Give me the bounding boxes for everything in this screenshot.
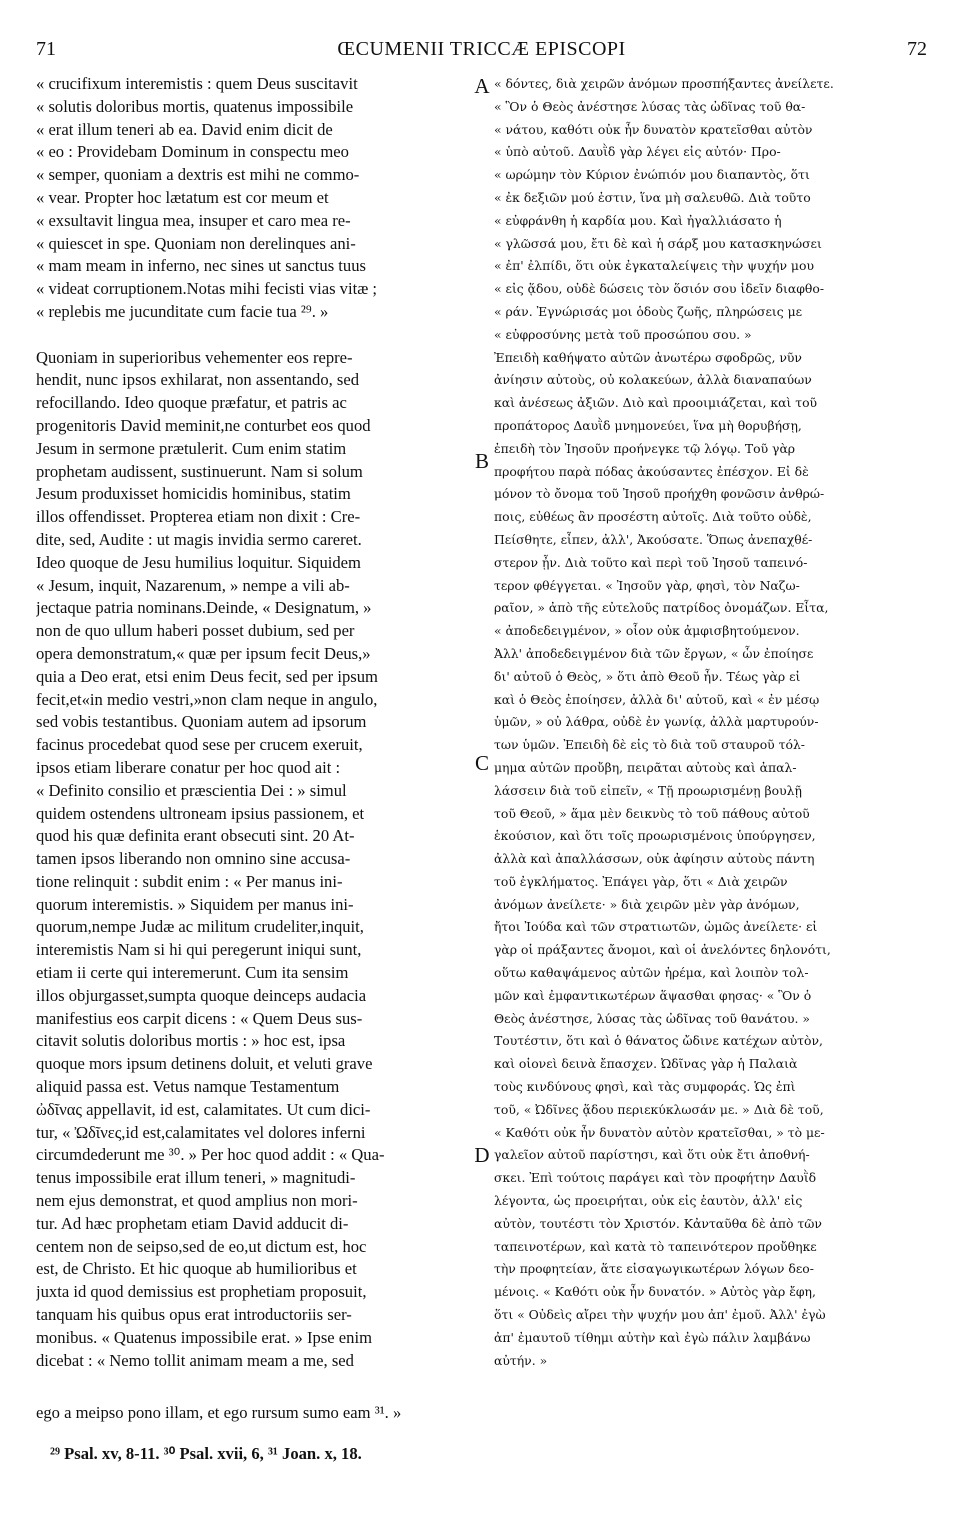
text-line: circumdederunt me ³⁰. » Per hoc quod addit : « Qua- — [36, 1145, 385, 1165]
text-line: γὰρ οἱ πράξαντες ἄνομοι, καὶ οἱ ἀνελόντες δηλονότι, — [494, 942, 831, 958]
text-line: ὠδῖνας appellavit, id est, calamitates. Ut cum dici- — [36, 1099, 371, 1119]
text-line: quoque mors ipsum detinens doluit, et veluti grave — [36, 1054, 373, 1074]
text-line: « δόντες, διὰ χειρῶν ἀνόμων προσπήξαντες ἀνείλετε. — [494, 76, 834, 91]
text-line: facinus procedebat quod sese per crucem exeruit, — [36, 735, 363, 755]
text-line: tanquam his quibus opus erat introductoriis ser- — [36, 1305, 352, 1325]
latin-commentary-block — [36, 347, 470, 1373]
text-line: μημα αὐτῶν προὔβη, πειρᾶται αὐτοὺς καὶ ἀπαλ- — [494, 759, 797, 775]
text-line: δι' αὐτοῦ ὁ Θεὸς, » ὅτι ἀπὸ Θεοῦ ἦν. Τέως γὰρ εἰ — [494, 668, 801, 684]
text-line: centem non de seipso,sed de eo,ut dictum est, hoc — [36, 1236, 367, 1256]
text-line: opera demonstratum,« quæ per ipsum fecit Deus,» — [36, 643, 371, 663]
latin-quotation-block — [36, 73, 470, 324]
text-line: prophetam audissent, sustinuerunt. Nam si solum — [36, 461, 363, 481]
text-line: ἀνόμων ἀνείλετε· » διὰ χειρῶν μὲν γὰρ ἀνόμων, — [494, 896, 800, 912]
text-line: « Definito consilio et præscientia Dei : » simul — [36, 780, 347, 800]
section-marker-d: D — [474, 1143, 490, 1167]
text-line: στερον ᾖν. Διὰ τοῦτο καὶ περὶ τοῦ Ἰησοῦ ταπεινό- — [494, 554, 808, 570]
text-line: « quiescet in spe. Quoniam non derelinques ani- — [36, 233, 356, 253]
text-line: Πείσθητε, εἶπεν, ἀλλ', Ἀκούσατε. Ὅπως ἀνεπαχθέ- — [494, 531, 813, 547]
text-line: « ἐκ δεξιῶν μού ἐστιν, ἵνα μὴ σαλευθῶ. Διὰ τοῦτο — [494, 189, 811, 205]
text-line: ἀνίησιν αὐτοὺς, οὐ κολακεύων, ἀλλὰ διαναπαύων — [494, 372, 812, 388]
text-line: ἀπ' ἐμαυτοῦ τίθημι αὐτὴν καὶ ἐγὼ πάλιν λαμβάνω — [494, 1329, 811, 1345]
text-line: τὴν προφητείαν, ἅτε εἰσαγωγικωτέρων λόγων δεο- — [494, 1261, 814, 1277]
text-line: « crucifixum interemistis : quem Deus suscitavit — [36, 74, 358, 93]
text-line: tur. Ad hæc prophetam etiam David adducit di- — [36, 1213, 349, 1233]
text-line: tione relinquit : subdit enim : « Per manus ini- — [36, 871, 343, 891]
text-line: σκει. Ἐπὶ τούτοις παράγει καὶ τὸν προφήτην Δαυῒδ — [494, 1170, 817, 1186]
text-line: « exsultavit lingua mea, insuper et caro mea re- — [36, 210, 351, 230]
text-line: ἤτοι Ἰούδα καὶ τῶν στρατιωτῶν, ὠμῶς ἀνείλετε· εἰ — [494, 919, 818, 935]
text-line: ὑμῶν, » οὐ λάθρα, οὐδὲ ἐν γωνίᾳ, ἀλλὰ μαρτυρούν- — [494, 714, 819, 730]
text-line: « ράν. Ἐγνώρισάς μοι ὁδοὺς ζωῆς, πληρώσεις με — [494, 303, 803, 319]
text-line: ὅτι « Οὐδεὶς αἴρει τὴν ψυχήν μου ἀπ' ἐμοῦ. Ἀλλ' ἐγὼ — [494, 1307, 826, 1323]
text-line: λάσσειν διὰ τοῦ εἰπεῖν, « Τῇ προωρισμένῃ βουλῇ — [494, 782, 802, 798]
text-line: ipsos etiam liberare conatur per hoc quod ait : — [36, 757, 341, 777]
text-line: « replebis me jucunditate cum facie tua ²⁹. » — [36, 301, 329, 321]
text-line: est, de Christo. Et hic quoque ab humilioribus et — [36, 1259, 357, 1279]
text-line: αὐτὸν, τουτέστι τὸν Χριστόν. Κἀνταῦθα δὲ ἀπὸ τῶν — [494, 1215, 822, 1231]
text-line: ἐπειδὴ τὸν Ἰησοῦν προήνεγκε τῷ λόγῳ. Τοῦ γὰρ — [494, 440, 796, 456]
text-line: « Jesum, inquit, Nazarenum, » nempe a vili ab- — [36, 575, 350, 595]
text-line: λέγοντα, ὡς προειρήται, οὐκ εἰς ἑαυτὸν, ἀλλ' εἰς — [494, 1193, 803, 1209]
text-line: Ἀλλ' ἀποδεδειγμένον διὰ τῶν ἔργων, « ὧν ἐποίησε — [494, 645, 814, 661]
text-line: quorum,nempe Judæ ac militum crudeliter,inquit, — [36, 917, 364, 937]
text-line: τοῦ Θεοῦ, » ἅμα μὲν δεικνὺς τὸ τοῦ πάθους αὐτοῦ — [494, 805, 810, 821]
text-line: ποις, εὐθέως ἂν προσέστη αὐτοῖς. Διὰ τοῦτο οὐδὲ, — [494, 509, 812, 525]
text-line: ταπεινοτέρων, καὶ κατὰ τὸ ταπεινότερον προὔθηκε — [494, 1238, 817, 1254]
text-line: προπάτορος Δαυῒδ μνημονεύει, ἵνα μὴ θορυβήσῃ, — [494, 417, 802, 433]
text-line: καὶ οἱονεὶ δεινὰ ἔπασχεν. Ὠδῖνας γὰρ ἡ Παλαιὰ — [494, 1056, 798, 1072]
text-line: μόνον τὸ ὄνομα τοῦ Ἰησοῦ προήχθη φονῶσιν ἀνθρώ- — [494, 486, 825, 502]
text-line: manifestius eos carpit dicens : « Quem Deus sus- — [36, 1008, 363, 1028]
text-line: jectaque patria nominans.Deinde, « Designatum, » — [36, 598, 372, 618]
text-line: juxta id quod demissius est prophetiam proposuit, — [36, 1282, 367, 1302]
text-line: quod his quæ definita erant obsecuti sint. 20 At- — [36, 826, 355, 846]
latin-final-line: ego a meipso pono illam, et ego rursum sumo eam ³¹. » — [36, 1403, 402, 1422]
text-line: αὐτήν. » — [494, 1352, 548, 1368]
text-line: Τουτέστιν, ὅτι καὶ ὁ θάνατος ὤδινε κατέχων αὐτὸν, — [494, 1033, 823, 1049]
text-line: τοῦ, « Ὠδῖνες ᾅδου περιεκύκλωσάν με. » Διὰ δὲ τοῦ, — [494, 1101, 824, 1117]
text-line: fecit,et«in medio vestri,»non clam neque in angulo, — [36, 689, 378, 709]
text-line: « vear. Propter hoc lætatum est cor meum et — [36, 187, 329, 207]
text-line: refocillando. Ideo quoque præfatur, et patris ac — [36, 393, 347, 413]
text-line: μῶν καὶ ἐμφαντικωτέρων ἅψασθαι φησας· « Ὃν ὁ — [494, 987, 812, 1003]
text-line: illos objurgasset,sumpta quoque deinceps audacia — [36, 985, 367, 1005]
greek-text-block — [494, 73, 930, 1372]
text-line: τερον φθέγγεται. « Ἰησοῦν γὰρ, φησὶ, τὸν Ναζω- — [494, 577, 800, 593]
text-line: quorum interemistis. » Siquidem per manus ini- — [36, 894, 354, 914]
page-number-left: 71 — [36, 38, 56, 60]
text-line: τοὺς κινδύνους φησὶ, καὶ τὰς συμφοράς. Ὡς ἐπὶ — [494, 1079, 796, 1095]
text-line: ἑκούσιον, καὶ ὅτι τοῖς προωρισμένοις ὑπούργησεν, — [494, 828, 816, 844]
text-line: Θεὸς ἀνέστησε, λύσας τὰς ὠδῖνας τοῦ θανάτου. » — [494, 1010, 810, 1026]
text-line: ραῖον, » ἀπὸ τῆς εὐτελοῦς πατρίδος ὀνομάζων. Εἶτα, — [494, 600, 829, 616]
running-header — [36, 38, 927, 66]
section-marker-a: A — [474, 74, 490, 98]
text-line: « Ὃν ὁ Θεὸς ἀνέστησε λύσας τὰς ὠδῖνας τοῦ θα- — [494, 98, 806, 114]
text-line: καὶ ὁ Θεὸς ἐποίησεν, ἀλλὰ δι' αὐτοῦ, καὶ « ἐν μέσῳ — [494, 691, 820, 707]
text-line: « erat illum teneri ab ea. David enim dicit de — [36, 119, 333, 139]
text-line: τοῦ ἐγκλήματος. Ἐπάγει γὰρ, ὅτι « Διὰ χειρῶν — [494, 873, 788, 889]
text-line: tenus impossibile erat illum teneri, » magnitudi- — [36, 1168, 356, 1188]
text-line: « semper, quoniam a dextris est mihi ne commo- — [36, 165, 360, 185]
text-line: « mam meam in inferno, nec sines ut sanctus tuus — [36, 256, 366, 276]
paragraph-gap — [36, 324, 470, 347]
text-line: « εὐφράνθη ἡ καρδία μου. Καὶ ἠγαλλιάσατο ἡ — [494, 212, 782, 228]
running-title: ŒCUMENII TRICCÆ EPISCOPI — [337, 38, 626, 60]
text-line: nem ejus demonstrat, et quod amplius non mori- — [36, 1191, 358, 1211]
text-line: quia a Deo erat, etsi enim Deus fecit, sed per ipsum — [36, 666, 378, 686]
text-line: quidem ostendens ultroneam ipsius passionem, et — [36, 803, 365, 823]
text-line: οὕτω καθαψάμενος αὐτῶν ἠρέμα, καὶ λοιπὸν τολ- — [494, 965, 809, 981]
text-line: « εὐφροσύνης μετὰ τοῦ προσώπου σου. » — [494, 326, 752, 342]
text-line: « νάτου, καθότι οὐκ ἦν δυνατὸν κρατεῖσθαι αὐτὸν — [494, 121, 813, 137]
text-line: Jesum in sermone prætulerit. Cum enim statim — [36, 438, 347, 458]
text-line: « eo : Providebam Dominum in conspectu meo — [36, 142, 349, 162]
section-marker-c: C — [474, 751, 489, 775]
text-line: καὶ ἀνέσεως ἀξιῶν. Διὸ καὶ προοιμιάζεται, καὶ τοῦ — [494, 395, 818, 411]
text-line: monibus. « Quatenus impossibile erat. » Ipse enim — [36, 1327, 372, 1347]
text-line: προφήτου παρὰ πόδας ἀκούσαντες ἐπέσχον. Εἰ δὲ — [494, 463, 809, 479]
text-line: dite, sed, Audite : ut magis invidia sermo careret. — [36, 529, 362, 549]
text-line: sed vobis testantibus. Quoniam autem ad ipsorum — [36, 712, 367, 732]
text-line: « Καθότι οὐκ ἦν δυνατὸν αὐτὸν κρατεῖσθαι, » τὸ με- — [494, 1124, 825, 1140]
section-marker-b: B — [474, 449, 489, 473]
text-line: γαλεῖον αὐτοῦ παρίστησι, καὶ ὅτι οὐκ ἔτι ἀποθνή- — [494, 1147, 810, 1163]
text-line: aliquid passa est. Vetus namque Testamentum — [36, 1077, 340, 1097]
text-line: « solutis doloribus mortis, quatenus impossibile — [36, 96, 354, 116]
text-line: dicebat : « Nemo tollit animam meam a me, sed — [36, 1350, 354, 1370]
footnote-references: ²⁹ Psal. xv, 8-11. ³⁰ Psal. xvii, 6, ³¹ Joan. x, 18. — [50, 1444, 362, 1463]
text-line: ἀλλὰ καὶ ἀπαλλάσσων, οὐκ ἀφίησιν αὐτοὺς πάντη — [494, 851, 815, 867]
greek-column — [494, 73, 930, 1372]
latin-column — [36, 73, 470, 1372]
text-line: tamen ipsos liberando non omnino sine accusa- — [36, 849, 351, 869]
text-line: progenitoris David meminit,ne conturbet eos quod — [36, 415, 371, 435]
text-line: non de quo ullum haberi posset dubium, sed per — [36, 621, 355, 641]
page-number-right: 72 — [907, 38, 927, 60]
text-line: « ὑπὸ αὐτοῦ. Δαυῒδ γὰρ λέγει εἰς αὐτόν· Προ- — [494, 144, 781, 160]
text-line: interemistis Nam si hi qui peregerunt iniqui sunt, — [36, 940, 362, 960]
text-line: Jesum produxisset homicidis hominibus, statim — [36, 484, 351, 504]
text-line: « ἐπ' ἐλπίδι, ὅτι οὐκ ἐγκαταλείψεις τὴν ψυχήν μου — [494, 258, 814, 274]
text-line: των ὑμῶν. Ἐπειδὴ δὲ εἰς τὸ διὰ τοῦ σταυροῦ τόλ- — [494, 737, 805, 753]
text-line: « εἰς ᾅδου, οὐδὲ δώσεις τὸν ὅσιόν σου ἰδεῖν διαφθο- — [494, 281, 825, 297]
text-line: citavit solutis doloribus mortis : » hoc est, ipsa — [36, 1031, 346, 1051]
text-line: « γλῶσσά μου, ἔτι δὲ καὶ ἡ σάρξ μου κατασκηνώσει — [494, 235, 822, 251]
text-line: « videat corruptionem.Notas mihi fecisti vias vitæ ; — [36, 279, 378, 299]
text-line: etiam ii certe qui interemerunt. Cum ita sensim — [36, 963, 349, 983]
text-line: μένοις. « Καθότι οὐκ ἦν δυνατόν. » Αὐτὸς γὰρ ἔφη, — [494, 1284, 816, 1300]
text-line: Ἐπειδὴ καθήψατο αὐτῶν ἀνωτέρω σφοδρῶς, νῦν — [494, 349, 802, 365]
text-line: Ideo quoque de Jesu humilius loquitur. Siquidem — [36, 552, 361, 572]
text-line: « ωρώμην τὸν Κύριον ἐνώπιόν μου διαπαντὸς, ὅτι — [494, 167, 810, 183]
text-line: tur, « Ὠδῖνες,id est,calamitates vel dolores inferni — [36, 1122, 366, 1142]
text-line: hendit, nunc ipsos exhilarat, non assentando, sed — [36, 370, 360, 390]
text-line: Quoniam in superioribus vehementer eos repre- — [36, 347, 353, 367]
text-line: illos offendisset. Propterea etiam non dixit : Cre- — [36, 507, 361, 527]
text-line: « ἀποδεδειγμένον, » οἷον οὐκ ἀμφισβητούμενον. — [494, 623, 800, 639]
